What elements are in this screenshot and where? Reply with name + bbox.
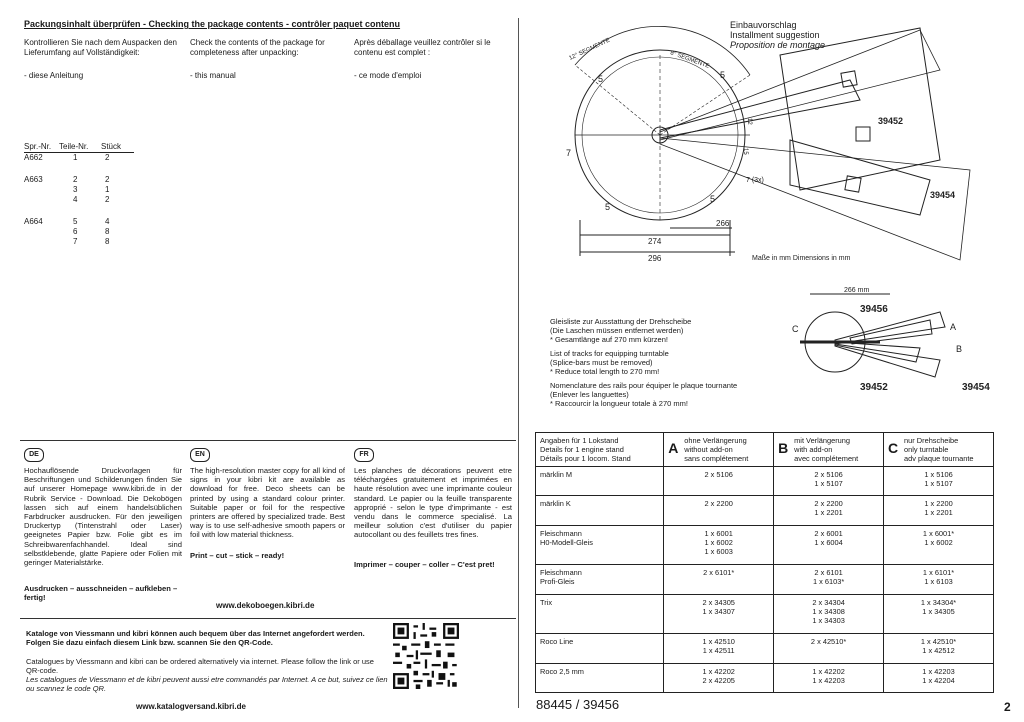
track-info-en-1: List of tracks for equipping turntable — [550, 349, 669, 358]
parts-row: A664 5 4 — [24, 217, 110, 226]
catalog-de: Kataloge von Viessmann und kibri können auch bequem über das Internet angefordert werden. Folgen Sie dazu einfach diesem Link bzw. scannen Sie den QR-Code. — [26, 629, 365, 647]
label-part7x3: 7 (3x) — [746, 177, 764, 184]
install-title-de: Einbauvorschlag — [730, 20, 797, 30]
table-row: märklin M 2 x 5106 2 x 5106 1 x 5107 1 x 5106 1 x 5107 — [536, 467, 994, 496]
label-39454: 39454 — [930, 190, 956, 200]
label-part5: 5 — [605, 202, 611, 212]
divider — [20, 440, 516, 441]
table-row: Roco 2,5 mm 1 x 42202 2 x 42205 1 x 42202 1 x 42203 1 x 42203 1 x 42204 — [536, 663, 994, 692]
track-table — [535, 432, 994, 693]
header-first: Angaben für 1 Lokstand Details for 1 engine stand Détails pour 1 locom. Stand — [536, 433, 664, 467]
parts-row: 3 1 — [73, 185, 110, 194]
model-number: 88445 / 39456 — [536, 697, 620, 712]
deko-text-de: Hochauflösende Druckvorlagen für Beschriftungen und Schilderungen finden Sie auf unserer Homepage www.kibri.de in der Rubrik Service - Download. Die Dekobögen lassen sich auf einem handelsüblichen Farbdrucker ausdrucken. Für den jeweiligen Druckertyp (Tintenstrahl oder Laser) geeignetes Papier bzw. Folie gibt es im Schreibwarenfachhandel. Ideal sind selbstklebende, glatte Papiere oder Folien mit geringer Materialstärke. — [24, 466, 182, 568]
small-39454: 39454 — [962, 382, 990, 393]
install-title-en: Installment suggestion — [730, 30, 820, 40]
deko-cta-en: Print – cut – stick – ready! — [190, 551, 285, 560]
badge-en: EN — [190, 448, 210, 462]
intro-de: Kontrollieren Sie nach dem Auspacken den Lieferumfang auf Vollständigkeit: — [24, 38, 177, 57]
track-info-fr-3: * Raccourcir la longueur totale à 270 mm! — [550, 399, 688, 408]
deko-cta-fr: Imprimer – couper – coller – C'est pret! — [354, 560, 495, 569]
label-dim-12: 12 — [746, 118, 752, 125]
small-dim: 266 mm — [844, 287, 870, 294]
label-8seg: 8° SEGMENTE — [669, 50, 710, 70]
badge-de: DE — [24, 448, 44, 462]
track-info-en-3: * Reduce total length to 270 mm! — [550, 367, 660, 376]
page-divider — [518, 18, 519, 708]
catalog-fr: Les catalogues de Viessmann et de kibri peuvent aussi etre commandés par Internet. A ce but, suivez ce lien ou scannez le code QR. — [26, 675, 388, 693]
qr-code-icon[interactable] — [393, 623, 459, 689]
dims-note: Maße in mm Dimensions in mm — [752, 255, 851, 262]
install-title-fr: Proposition de montage — [730, 40, 826, 50]
catalog-en: Catalogues by Viessmann and kibri can be ordered alternatively via internet. Please follow the link or use QR-code. — [26, 657, 374, 675]
page-number: 2 — [1004, 700, 1011, 714]
table-row: Fleischmann H0-Modell-Gleis 1 x 6001 1 x 6002 1 x 6003 2 x 6001 1 x 6004 1 x 6001* 1 x 6002 — [536, 525, 994, 565]
parts-row: 7 8 — [73, 237, 110, 246]
table-row: Fleischmann Profi-Gleis 2 x 6101* 2 x 6101 1 x 6103* 1 x 6101* 1 x 6103 — [536, 565, 994, 594]
track-info-fr-1: Nomenclature des rails pour équiper le plaque tournante — [550, 381, 738, 390]
deko-text-fr: Les planches de décorations peuvent etre téléchargées gratuitement et imprimées en haute résolution avec une imprimante couleur standard. Le papier ou la feuille transparente approprié - selon le type d'imprimante - est vendu dans le commerce specialisé. La meilleur solution c'est d'utiliser du papier autocollant ou des feuillets tres fines. — [354, 466, 512, 540]
turntable-diagram-small — [780, 282, 1020, 400]
small-39456: 39456 — [860, 304, 888, 315]
dim-274: 274 — [648, 237, 662, 246]
intro-fr: Après déballage veuillez contrôler si le contenu est complet : — [354, 38, 491, 57]
badge-fr: FR — [354, 448, 374, 462]
parts-row: 4 2 — [73, 195, 110, 204]
table-row: Trix 2 x 34305 1 x 34307 2 x 34304 1 x 34308 1 x 34303 1 x 34304* 1 x 34305 — [536, 594, 994, 634]
track-info-de-1: Gleisliste zur Ausstattung der Drehscheibe — [550, 317, 692, 326]
dim-266: 266 — [716, 219, 730, 228]
deko-cta-de: Ausdrucken – ausschneiden – aufkleben – fertig! — [24, 584, 178, 603]
manual-fr: - ce mode d'emploi — [354, 71, 422, 80]
parts-row: 6 8 — [73, 227, 110, 236]
manual-de: - diese Anleitung — [24, 71, 84, 80]
dim-296: 296 — [648, 254, 662, 263]
small-a: A — [950, 322, 957, 332]
label-part7: 7 — [566, 148, 572, 158]
parts-row: A663 2 2 — [24, 175, 110, 184]
track-info-de-3: * Gesamtlänge auf 270 mm kürzen! — [550, 335, 668, 344]
track-info-fr-2: (Enlever les languettes) — [550, 390, 629, 399]
intro-en: Check the contents of the package for completeness after unpacking: — [190, 38, 325, 57]
catalog-url[interactable]: www.katalogversand.kibri.de — [136, 702, 246, 711]
small-b: B — [956, 344, 963, 354]
small-39452: 39452 — [860, 382, 888, 393]
table-row: Roco Line 1 x 42510 1 x 42511 2 x 42510* 1 x 42510* 1 x 42512 — [536, 634, 994, 663]
header-c: C nur Drehscheibe only turntable adv plaque tournante — [884, 433, 994, 467]
parts-header-spr: Spr.-Nr. — [24, 142, 52, 151]
label-dim-15: 15 — [742, 148, 748, 155]
manual-en: - this manual — [190, 71, 236, 80]
parts-header-stueck: Stück — [101, 142, 122, 151]
track-info — [550, 317, 775, 408]
label-part5: 5 — [720, 70, 726, 80]
turntable-diagram — [520, 20, 1020, 270]
table-row: märklin K 2 x 2200 2 x 2200 1 x 2201 1 x 2200 1 x 2201 — [536, 496, 994, 525]
parts-header-teil: Teile-Nr. — [59, 142, 89, 151]
header-a: A ohne Verlängerung without add-on sans complétement — [664, 433, 774, 467]
contents-heading: Packungsinhalt überprüfen - Checking the package contents - contrôler paquet contenu — [24, 19, 401, 29]
label-part5: 5 — [710, 194, 716, 204]
label-part5: 5 — [598, 74, 604, 84]
label-39452: 39452 — [878, 116, 904, 126]
parts-list — [24, 142, 134, 247]
table-header-row — [536, 433, 994, 467]
header-b: B mit Verlängerung with add-on avec complétement — [774, 433, 884, 467]
track-info-en-2: (Splice-bars must be removed) — [550, 358, 653, 367]
label-12seg: 12° SEGMENTE — [568, 37, 612, 62]
small-c: C — [792, 324, 799, 334]
parts-row: A662 1 2 — [24, 153, 110, 162]
deko-text-en: The high-resolution master copy for all kind of signs in your kibri kit are available as download for free. Deco sheets can be printed by using a standard colour printer. Suitable paper or foil for the respective printers are offered by specialized trade. Best way is to use self-adhesive smooth papers or foil with low material thickness. — [190, 466, 345, 540]
deko-url[interactable]: www.dekoboegen.kibri.de — [216, 601, 315, 610]
track-info-de-2: (Die Laschen müssen entfernet werden) — [550, 326, 684, 335]
